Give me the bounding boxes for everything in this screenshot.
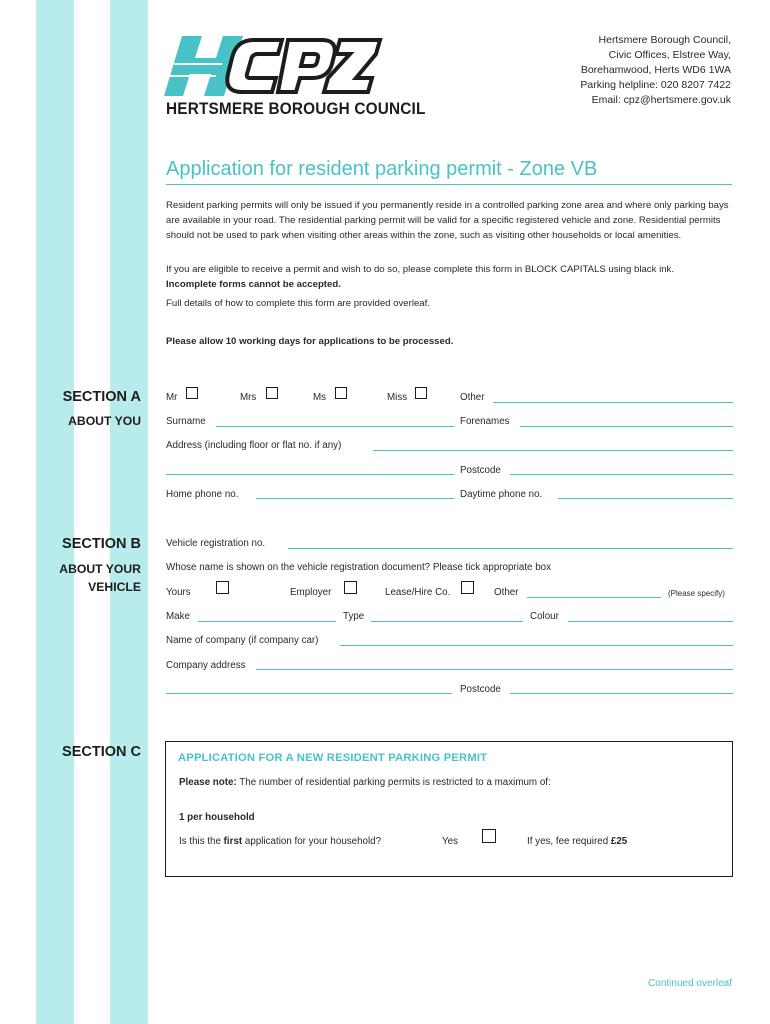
- home-phone-field[interactable]: [256, 498, 454, 499]
- section-b-subheading-2: VEHICLE: [88, 580, 141, 594]
- home-phone-label: Home phone no.: [166, 489, 239, 500]
- title-miss-checkbox[interactable]: [415, 387, 427, 399]
- address-field-2[interactable]: [166, 474, 454, 475]
- title-other-label: Other: [460, 392, 485, 403]
- company-address-field-2[interactable]: [166, 693, 452, 694]
- council-name: HERTSMERE BOROUGH COUNCIL: [166, 100, 426, 118]
- company-name-label: Name of company (if company car): [166, 635, 319, 646]
- address-line: Civic Offices, Elstree Way,: [608, 49, 731, 61]
- new-permit-title: APPLICATION FOR A NEW RESIDENT PARKING PERMIT: [178, 752, 488, 764]
- surname-field[interactable]: [216, 426, 454, 427]
- address-line: Borehamwood, Herts WD6 1WA: [580, 64, 731, 76]
- postcode-label: Postcode: [460, 465, 501, 476]
- daytime-phone-label: Daytime phone no.: [460, 489, 543, 500]
- permit-limit: 1 per household: [179, 812, 255, 823]
- section-a-subheading: ABOUT YOU: [68, 414, 141, 428]
- daytime-phone-field[interactable]: [558, 498, 733, 499]
- owner-other-label: Other: [494, 587, 519, 598]
- first-application-question: [179, 836, 381, 847]
- overleaf-note: Full details of how to complete this form are provided overleaf.: [166, 298, 430, 309]
- intro-paragraph: Resident parking permits will only be issued if you permanently reside in a controlled parking zone area and where only parking bays are available in your road. The residential parking permit will be valid for a specific registered vehicle and zone. Residential permits should not be used to park when visiting other areas within the zone, such as visiting other households or local amenities.: [166, 200, 729, 242]
- title-mr-label: Mr: [166, 392, 178, 403]
- council-address: [580, 33, 731, 108]
- make-label: Make: [166, 611, 190, 622]
- section-b-subheading-1: ABOUT YOUR: [59, 562, 141, 576]
- title-mr-checkbox[interactable]: [186, 387, 198, 399]
- hcpz-logo: [162, 34, 384, 98]
- title-other-field[interactable]: [493, 402, 733, 403]
- permit-note: [179, 777, 551, 788]
- contact-email: Email: cpz@hertsmere.gov.uk: [591, 94, 731, 106]
- forenames-label: Forenames: [460, 416, 510, 427]
- whose-name-question: Whose name is shown on the vehicle registration document? Please tick appropriate box: [166, 562, 552, 573]
- incomplete-warning: Incomplete forms cannot be accepted.: [166, 279, 341, 291]
- parking-helpline: Parking helpline: 020 8207 7422: [580, 79, 731, 91]
- page-title: Application for resident parking permit - Zone VB: [166, 158, 598, 180]
- company-postcode-label: Postcode: [460, 684, 501, 695]
- question-post: application for your household?: [244, 836, 382, 847]
- instructions-text: If you are eligible to receive a permit and wish to do so, please complete this form in BLOCK CAPITALS using black ink.: [166, 264, 674, 275]
- company-name-field[interactable]: [340, 645, 733, 646]
- fee-text: If yes, fee required: [527, 836, 609, 847]
- question-first: first: [223, 836, 243, 847]
- address-field-1[interactable]: [373, 450, 733, 451]
- company-postcode-field[interactable]: [510, 693, 733, 694]
- owner-lease-label: Lease/Hire Co.: [385, 587, 451, 598]
- vehicle-reg-label: Vehicle registration no.: [166, 538, 266, 549]
- fee-info: [527, 836, 627, 847]
- owner-lease-checkbox[interactable]: [461, 581, 474, 594]
- yes-label: Yes: [442, 836, 458, 847]
- question-pre: Is this the: [179, 836, 221, 847]
- surname-label: Surname: [166, 416, 206, 427]
- note-text: The number of residential parking permits is restricted to a maximum of:: [239, 777, 551, 788]
- decorative-stripe-1: [36, 0, 74, 1024]
- owner-employer-checkbox[interactable]: [344, 581, 357, 594]
- title-miss-label: Miss: [387, 392, 408, 403]
- make-field[interactable]: [198, 621, 336, 622]
- colour-field[interactable]: [568, 621, 733, 622]
- company-address-field-1[interactable]: [256, 669, 733, 670]
- owner-employer-label: Employer: [290, 587, 332, 598]
- note-label: Please note:: [179, 777, 237, 788]
- title-divider: [166, 184, 732, 185]
- postcode-field[interactable]: [510, 474, 733, 475]
- title-mrs-label: Mrs: [240, 392, 257, 403]
- colour-label: Colour: [530, 611, 559, 622]
- forenames-field[interactable]: [520, 426, 733, 427]
- vehicle-reg-field[interactable]: [288, 548, 733, 549]
- section-b-heading: SECTION B: [62, 536, 141, 552]
- fee-amount: £25: [610, 836, 628, 847]
- instructions-paragraph: [166, 262, 734, 292]
- please-specify-hint: (Please specify): [668, 589, 725, 598]
- owner-other-field[interactable]: [527, 597, 661, 598]
- decorative-stripe-2: [110, 0, 148, 1024]
- section-a-heading: SECTION A: [62, 389, 141, 405]
- owner-yours-checkbox[interactable]: [216, 581, 229, 594]
- continued-overleaf: Continued overleaf: [648, 978, 732, 989]
- owner-yours-label: Yours: [166, 587, 191, 598]
- company-address-label: Company address: [166, 660, 246, 671]
- title-mrs-checkbox[interactable]: [266, 387, 278, 399]
- first-application-yes-checkbox[interactable]: [482, 829, 496, 843]
- type-label: Type: [343, 611, 365, 622]
- section-c-heading: SECTION C: [62, 744, 141, 760]
- title-ms-label: Ms: [313, 392, 327, 403]
- processing-notice: Please allow 10 working days for applications to be processed.: [166, 336, 454, 347]
- title-ms-checkbox[interactable]: [335, 387, 347, 399]
- type-field[interactable]: [371, 621, 523, 622]
- address-line: Hertsmere Borough Council,: [598, 34, 731, 46]
- address-label: Address (including floor or flat no. if any): [166, 440, 342, 451]
